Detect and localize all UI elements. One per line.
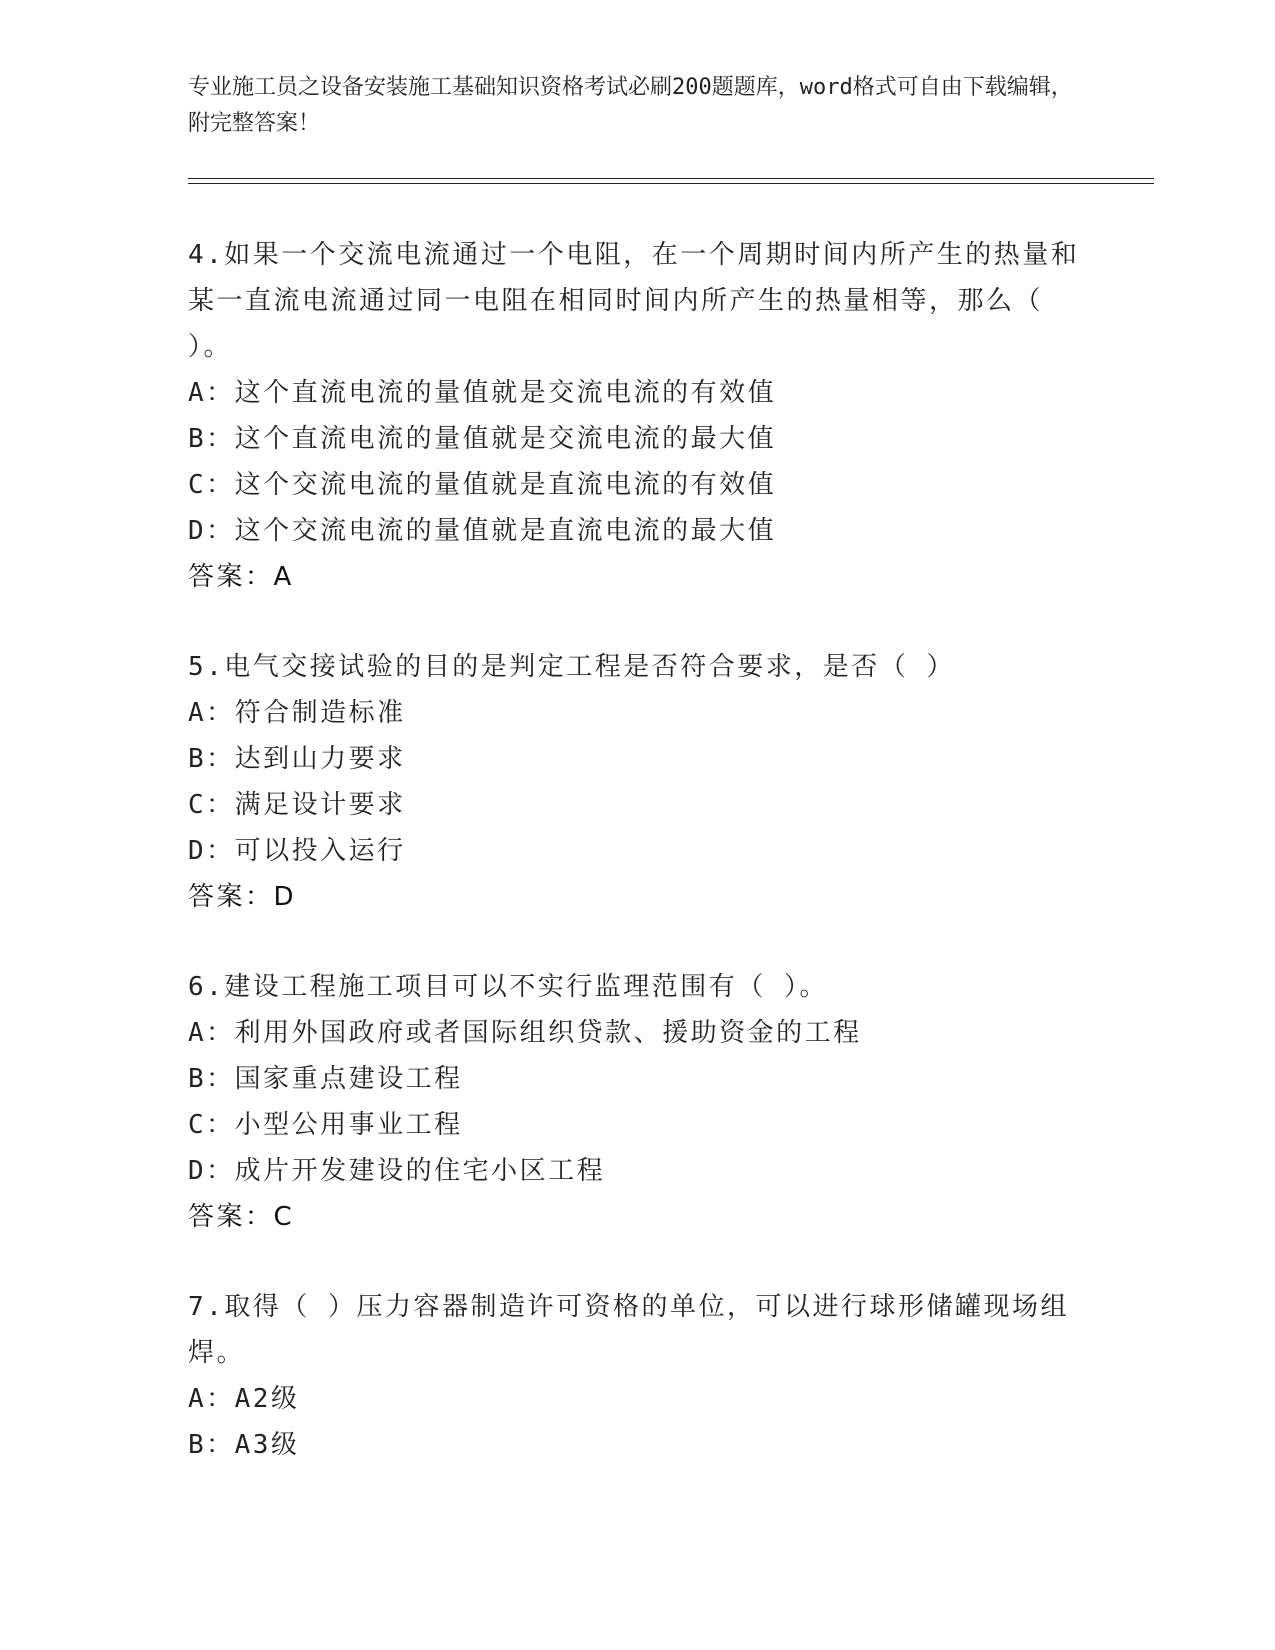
question-stem: 6.建设工程施工项目可以不实行监理范围有（ ）。 bbox=[188, 972, 828, 1002]
answer: 答案：D bbox=[188, 882, 297, 912]
question-7 bbox=[188, 1284, 1088, 1468]
option-a: A：A2级 bbox=[188, 1384, 300, 1414]
option-d: D：成片开发建设的住宅小区工程 bbox=[188, 1156, 606, 1186]
option-a: A：利用外国政府或者国际组织贷款、援助资金的工程 bbox=[188, 1018, 862, 1048]
option-d: D：可以投入运行 bbox=[188, 836, 406, 866]
question-5 bbox=[188, 644, 1088, 920]
option-a: A：符合制造标准 bbox=[188, 698, 406, 728]
option-b: B：国家重点建设工程 bbox=[188, 1064, 463, 1094]
answer: 答案：A bbox=[188, 562, 294, 592]
question-6 bbox=[188, 964, 1088, 1240]
option-c: C：这个交流电流的量值就是直流电流的有效值 bbox=[188, 470, 777, 500]
question-stem: 7.取得（ ）压力容器制造许可资格的单位，可以进行球形储罐现场组焊。 bbox=[188, 1292, 1069, 1368]
option-b: B：这个直流电流的量值就是交流电流的最大值 bbox=[188, 424, 777, 454]
option-b: B：A3级 bbox=[188, 1430, 300, 1460]
document-header: 专业施工员之设备安装施工基础知识资格考试必刷200题题库，word格式可自由下载编辑，附完整答案！ bbox=[188, 75, 1073, 136]
header-divider-top bbox=[188, 178, 1154, 179]
question-stem: 4.如果一个交流电流通过一个电阻，在一个周期时间内所产生的热量和某一直流电流通过同一电阻在相同时间内所产生的热量相等，那么（ ）。 bbox=[188, 240, 1080, 362]
option-a: A：这个直流电流的量值就是交流电流的有效值 bbox=[188, 378, 777, 408]
question-list bbox=[188, 232, 1088, 1468]
question-stem: 5.电气交接试验的目的是判定工程是否符合要求，是否（ ） bbox=[188, 652, 955, 682]
question-4 bbox=[188, 232, 1088, 600]
option-d: D：这个交流电流的量值就是直流电流的最大值 bbox=[188, 516, 777, 546]
option-b: B：达到山力要求 bbox=[188, 744, 406, 774]
header-divider-bottom bbox=[188, 183, 1154, 184]
option-c: C：小型公用事业工程 bbox=[188, 1110, 463, 1140]
option-c: C：满足设计要求 bbox=[188, 790, 406, 820]
answer: 答案：C bbox=[188, 1202, 295, 1232]
